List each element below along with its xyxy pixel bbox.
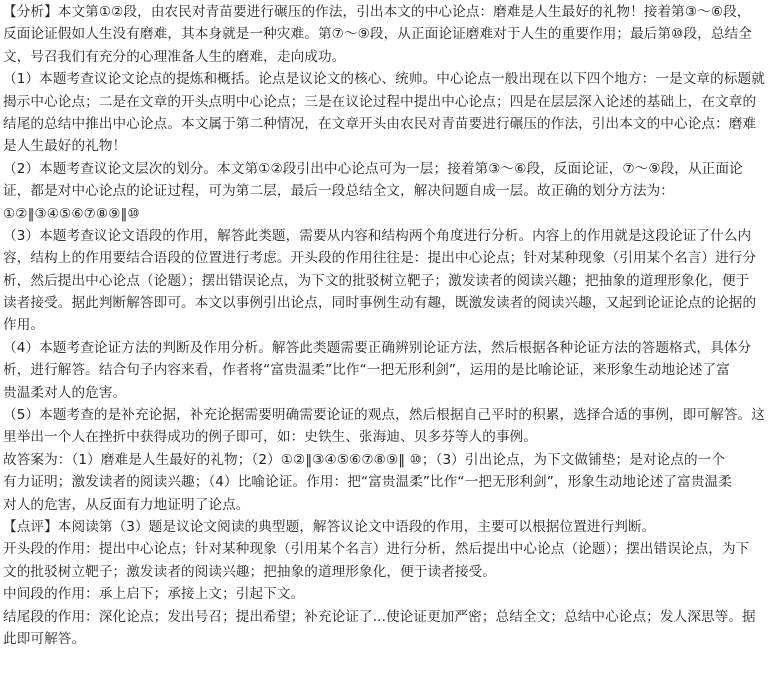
text-line-opening-2: 文的批驳树立靶子；激发读者的阅读兴趣；把抽象的道理形象化，便于读者接受。 bbox=[3, 563, 496, 580]
text-line-analysis-2: 反面论证假如人生没有磨难，其本身就是一种灾难。第⑦～⑨段，从正面论证磨难对于人生的重要作用；最后第⑩段，总结全 bbox=[3, 26, 752, 43]
text-line-q1-2: 揭示中心论点；二是在文章的开头点明中心论点；三是在议论过程中提出中心论点；四是在层层深入论述的基础上，在文章的 bbox=[3, 93, 757, 110]
text-line-q4-1: （4）本题考查论证方法的判断及作用分析。解答此类题需要正确辨别论证方法，然后根据各种论证方法的答题格式，具体分 bbox=[3, 339, 752, 356]
text-line-middle-1: 中间段的作用：承上启下；承接上文；引起下文。 bbox=[3, 586, 305, 603]
text-line-q1-3: 结尾的总结中推出中心论点。本文属于第二种情况，在文章开头由农民对青苗要进行碾压的作法，引出本文的中心论点：磨难 bbox=[3, 115, 757, 132]
text-line-q3-4: 读者接受。据此判断解答即可。本文以事例引出论点，同时事例生动有趣，既激发读者的阅读兴趣，又起到论证论点的论据的 bbox=[3, 295, 757, 312]
text-line-q3-1: （3）本题考查议论文语段的作用，解答此类题，需要从内容和结构两个角度进行分析。内容上的作用就是这段论证了什么内 bbox=[3, 227, 752, 244]
text-line-q3-3: 析，然后提出中心论点（论题）；摆出错误论点，为下文的批驳树立靶子；激发读者的阅读兴趣；把抽象的道理形象化，便于 bbox=[3, 272, 750, 289]
text-line-answer-2: 有力证明；激发读者的阅读兴趣；（4）比喻论证。作用：把“富贵温柔”比作“一把无形利剑”，形象生动地论述了富贵温柔 bbox=[3, 474, 732, 491]
text-line-q1-4: 是人生最好的礼物！ bbox=[3, 138, 127, 155]
text-line-q1-1: （1）本题考查议论文论点的提炼和概括。论点是议论文的核心、统帅。中心论点一般出现在以下四个地方：一是文章的标题就 bbox=[3, 71, 765, 88]
text-line-q3-5: 作用。 bbox=[3, 317, 45, 334]
text-line-ending-2: 此即可解答。 bbox=[3, 630, 86, 647]
text-line-analysis-1: 【分析】本文第①②段，由农民对青苗要进行碾压的作法，引出本文的中心论点：磨难是人生最好的礼物！接着第③～⑥段， bbox=[3, 4, 751, 20]
text-line-q2-3: ①②‖③④⑤⑥⑦⑧⑨‖⑩ bbox=[3, 205, 140, 222]
text-line-opening-1: 开头段的作用：提出中心论点；针对某种现象（引用某个名言）进行分析，然后提出中心论点（论题）；摆出错误论点，为下 bbox=[3, 541, 750, 558]
text-line-q5-2: 里举出一个人在挫折中获得成功的例子即可，如：史铁生、张海迪、贝多芬等人的事例。 bbox=[3, 429, 538, 446]
text-line-q2-2: 证，都是对中心论点的论证过程，可为第二层，最后一段总结全文，解决问题自成一层。故正确的划分方法为： bbox=[3, 183, 674, 200]
analysis-document bbox=[3, 1, 775, 650]
text-line-comment-1: 【点评】本阅读第（3）题是议论文阅读的典型题，解答议论文中语段的作用，主要可以根据位置进行判断。 bbox=[3, 518, 656, 535]
text-line-ending-1: 结尾段的作用：深化论点；发出号召；提出希望；补充论证了...使论证更加严密；总结全文；总结中心论点；发人深思等。据 bbox=[3, 608, 756, 625]
text-line-q5-1: （5）本题考查的是补充论据，补充论据需要明确需要论证的观点，然后根据自己平时的积累，选择合适的事例，即可解答。这 bbox=[3, 407, 765, 424]
text-line-analysis-3: 文，号召我们有充分的心理准备人生的磨难，走向成功。 bbox=[3, 48, 346, 65]
text-line-answer-1: 故答案为：（1）磨难是人生最好的礼物；（2）①②‖③④⑤⑥⑦⑧⑨‖ ⑩；（3）引出论点，为下文做铺垫；是对论点的一个 bbox=[3, 451, 726, 468]
text-line-q4-2: 析，进行解答。结合句子内容来看，作者将“富贵温柔”比作“一把无形利剑”，运用的是比喻论证，来形象生动地论述了富 bbox=[3, 362, 730, 379]
text-line-answer-3: 对人的危害，从反面有力地证明了论点。 bbox=[3, 496, 250, 513]
text-line-q4-3: 贵温柔对人的危害。 bbox=[3, 384, 127, 401]
text-line-q2-1: （2）本题考查议论文层次的划分。本文第①②段引出中心论点可为一层；接着第③～⑥段，反面论证，⑦～⑨段，从正面论 bbox=[3, 160, 743, 177]
text-line-q3-2: 容，结构上的作用要结合语段的位置进行考虑。开头段的作用往往是：提出中心论点；针对某种现象（引用某个名言）进行分 bbox=[3, 250, 757, 267]
